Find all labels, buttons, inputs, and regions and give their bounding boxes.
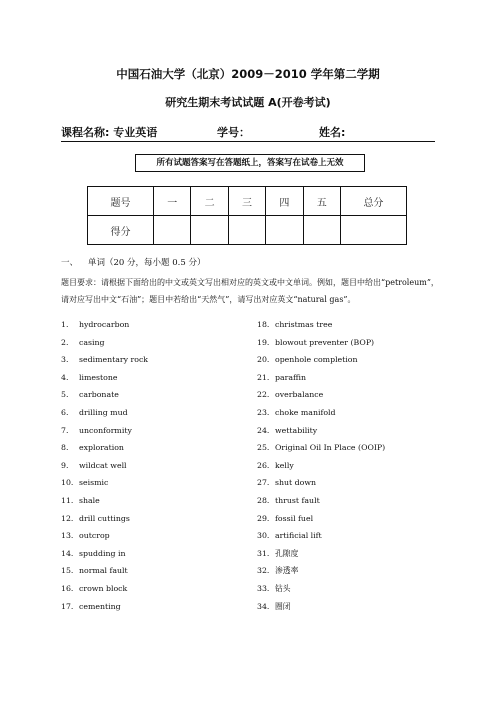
word-text: hydrocarbon <box>79 320 130 329</box>
word-text: limestone <box>79 372 118 382</box>
answer-notice-box: 所有试题答案写在答题纸上，答案写在试卷上无效 <box>135 154 365 172</box>
word-item <box>257 351 447 369</box>
word-text: wildcat well <box>79 460 127 470</box>
word-number: 6. <box>61 407 69 417</box>
word-text: thrust fault <box>275 495 320 505</box>
word-text: exploration <box>79 443 124 453</box>
word-item <box>61 510 241 528</box>
word-text: openhole completion <box>275 355 358 365</box>
word-item <box>257 492 447 510</box>
word-number: 19. <box>257 337 270 347</box>
word-text: 渗透率 <box>275 566 299 576</box>
word-text: choke manifold <box>275 407 336 417</box>
score-cell <box>154 216 191 245</box>
header-divider <box>61 141 435 142</box>
section-number: 一、 <box>61 258 79 268</box>
score-cell <box>191 216 228 245</box>
word-item <box>61 404 241 422</box>
course-name-label: 课程名称: 专业英语 <box>61 126 158 139</box>
word-number: 11. <box>61 495 74 505</box>
exam-subtitle: 研究生期末考试试题 A(开卷考试) <box>165 96 331 109</box>
header-cell-question-no: 题号 <box>88 187 154 216</box>
word-text: casing <box>79 337 105 347</box>
score-cell <box>266 216 303 245</box>
word-number: 15. <box>61 566 74 576</box>
word-number: 7. <box>61 425 69 435</box>
word-text: outcrop <box>79 531 110 541</box>
word-number: 34. <box>257 601 270 611</box>
word-number: 29. <box>257 513 270 523</box>
header-cell-5: 五 <box>303 187 340 216</box>
word-item <box>61 562 241 580</box>
word-number: 13. <box>61 531 74 541</box>
word-item <box>257 316 447 334</box>
word-item <box>257 510 447 528</box>
word-text: carbonate <box>79 390 119 400</box>
word-number: 4. <box>61 372 69 382</box>
word-text: normal fault <box>79 566 128 576</box>
word-text: seismic <box>79 478 109 488</box>
word-item <box>61 457 241 475</box>
word-text: cementing <box>79 601 121 611</box>
word-item <box>257 545 447 563</box>
word-item <box>257 598 447 616</box>
word-text: sedimentary rock <box>79 355 149 365</box>
word-text: crown block <box>79 583 128 593</box>
score-table-score-row <box>88 216 407 245</box>
header-cell-3: 三 <box>228 187 265 216</box>
student-name-label: 姓名: <box>319 126 346 139</box>
word-item <box>257 580 447 598</box>
word-text: christmas tree <box>275 320 333 329</box>
word-item <box>61 334 241 352</box>
word-text: drilling mud <box>79 407 128 417</box>
word-text: overbalance <box>275 390 324 400</box>
word-item <box>61 351 241 369</box>
header-cell-2: 二 <box>191 187 228 216</box>
word-number: 5. <box>61 390 69 400</box>
word-text: blowout preventer (BOP) <box>275 337 375 347</box>
word-item <box>257 457 447 475</box>
word-number: 20. <box>257 355 270 365</box>
course-info-line <box>61 124 441 140</box>
word-item <box>257 527 447 545</box>
word-text: artificial lift <box>275 531 322 541</box>
word-text: shut down <box>275 478 317 488</box>
header-cell-4: 四 <box>266 187 303 216</box>
word-item <box>257 369 447 387</box>
word-item <box>61 545 241 563</box>
word-item <box>61 316 241 334</box>
header-cell-1: 一 <box>154 187 191 216</box>
section-1-instructions: 题目要求：请根据下面给出的中文或英文写出相对应的英文或中文单词。例如，题目中给出“petroleum”，请对应写出中文“石油”；题目中若给出“天然气”，请写出对应英文“natural gas”。 <box>61 278 439 304</box>
score-table <box>87 186 407 245</box>
word-number: 10. <box>61 478 74 488</box>
word-number: 22. <box>257 390 270 400</box>
word-number: 33. <box>257 583 270 593</box>
score-cell <box>303 216 340 245</box>
word-item <box>257 386 447 404</box>
word-item <box>257 334 447 352</box>
word-item <box>257 562 447 580</box>
word-number: 26. <box>257 460 270 470</box>
word-number: 21. <box>257 372 270 382</box>
word-number: 24. <box>257 425 270 435</box>
word-number: 18. <box>257 320 270 329</box>
student-number-label: 学号： <box>217 126 250 139</box>
word-number: 2. <box>61 337 69 347</box>
word-list-right <box>257 316 447 615</box>
word-text: Original Oil In Place (OOIP) <box>275 443 386 453</box>
word-number: 9. <box>61 460 69 470</box>
word-text: drill cuttings <box>79 513 130 523</box>
word-number: 12. <box>61 513 74 523</box>
score-row-label: 得分 <box>88 216 154 245</box>
word-number: 16. <box>61 583 74 593</box>
word-item <box>61 386 241 404</box>
word-text: 钻头 <box>275 583 291 593</box>
word-number: 1. <box>61 320 69 329</box>
word-number: 3. <box>61 355 69 365</box>
word-number: 30. <box>257 531 270 541</box>
word-text: paraffin <box>275 372 307 382</box>
word-text: shale <box>79 495 100 505</box>
word-text: kelly <box>275 460 294 470</box>
word-number: 17. <box>61 601 74 611</box>
score-cell <box>228 216 265 245</box>
word-item <box>61 580 241 598</box>
word-number: 32. <box>257 566 270 576</box>
word-text: wettability <box>275 425 318 435</box>
word-item <box>257 439 447 457</box>
word-list-left <box>61 316 241 615</box>
score-cell <box>340 216 406 245</box>
word-text: 孔隙度 <box>275 548 299 558</box>
word-text: unconformity <box>79 425 132 435</box>
word-item <box>61 369 241 387</box>
word-item <box>61 474 241 492</box>
word-number: 25. <box>257 443 270 453</box>
word-item <box>61 492 241 510</box>
word-item <box>61 422 241 440</box>
header-cell-total: 总分 <box>340 187 406 216</box>
section-title: 单词（20 分，每小题 0.5 分） <box>88 258 206 268</box>
word-item <box>257 404 447 422</box>
word-text: 圈闭 <box>275 601 291 611</box>
word-number: 14. <box>61 548 74 558</box>
word-item <box>257 422 447 440</box>
word-item <box>61 439 241 457</box>
word-text: spudding in <box>79 548 126 558</box>
exam-title: 中国石油大学（北京）2009－2010 学年第二学期 <box>116 67 380 81</box>
word-number: 28. <box>257 495 270 505</box>
score-table-header-row <box>88 187 407 216</box>
word-number: 31. <box>257 548 270 558</box>
word-number: 23. <box>257 407 270 417</box>
word-number: 8. <box>61 443 69 453</box>
word-number: 27. <box>257 478 270 488</box>
word-item <box>61 527 241 545</box>
word-text: fossil fuel <box>275 513 314 523</box>
word-item <box>61 598 241 616</box>
word-item <box>257 474 447 492</box>
section-1-heading <box>61 256 205 268</box>
